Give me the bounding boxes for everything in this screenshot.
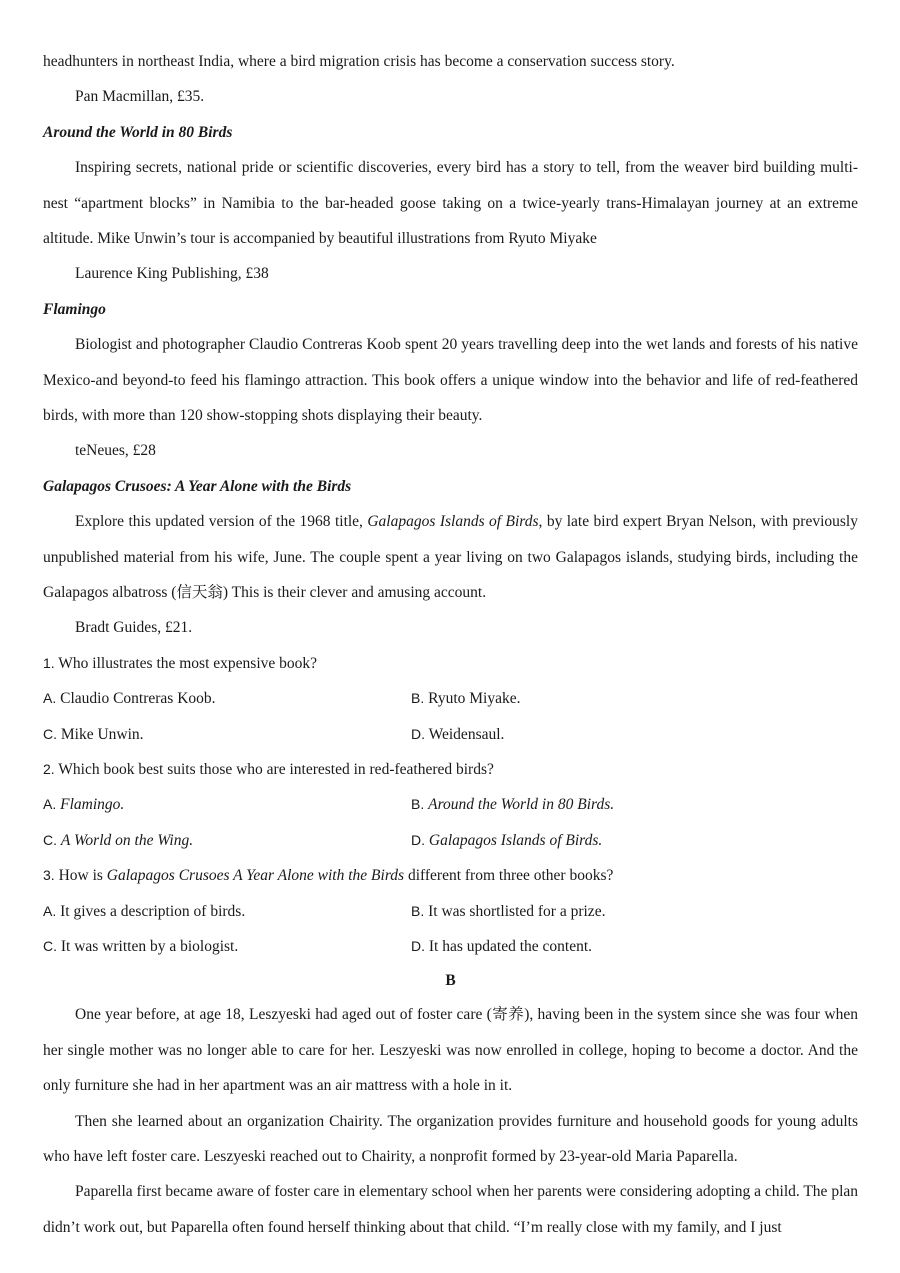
- section-heading: B: [445, 972, 456, 990]
- option-letter: D.: [411, 725, 425, 742]
- option-letter: C.: [43, 831, 57, 848]
- description-text: Explore this updated version of the 1968 title,: [75, 513, 368, 531]
- option-text: Galapagos Islands of Birds.: [428, 831, 603, 849]
- option-b[interactable]: [411, 787, 779, 822]
- option-row: [43, 929, 858, 964]
- option-text: A World on the Wing.: [60, 831, 194, 849]
- option-text: Ryuto Miyake.: [428, 690, 521, 708]
- option-letter: D.: [411, 937, 425, 954]
- question-number: 2.: [43, 760, 55, 777]
- option-a[interactable]: [43, 787, 411, 822]
- option-text: Claudio Contreras Koob.: [60, 690, 216, 708]
- question-text: Which book best suits those who are interested in red-feathered birds?: [58, 760, 494, 778]
- book-description: [43, 504, 858, 610]
- book-price: teNeues, £28: [75, 442, 156, 460]
- option-c[interactable]: [43, 717, 411, 752]
- option-row: [43, 717, 858, 752]
- option-text: It was shortlisted for a prize.: [428, 902, 606, 920]
- option-a[interactable]: [43, 681, 411, 716]
- option-letter: D.: [411, 831, 425, 848]
- option-text: Mike Unwin.: [60, 725, 144, 743]
- option-letter: B.: [411, 796, 425, 813]
- passage-paragraph: Then she learned about an organization Chairity. The organization provides furniture and household goods for young adults who have left foster care. Leszyeski reached out to Chairity, a nonprofit formed by 23-year-old Maria Paparella.: [43, 1112, 858, 1165]
- option-letter: B.: [411, 690, 425, 707]
- book-description: Biologist and photographer Claudio Contreras Koob spent 20 years travelling deep into the wet lands and forests of his native Mexico-and beyond-to feed his flamingo attraction. This book offers a unique window into the behavior and life of red-feathered birds, with more than 120 show-stopping shots displaying their beauty.: [43, 336, 858, 424]
- passage-paragraph: Paparella first became aware of foster care in elementary school when her parents were considering adopting a child. The plan didn’t work out, but Paparella often found herself thinking about that child. “I’m really close with my family, and I just: [43, 1183, 858, 1236]
- description-text: , by late bird expert Bryan Nelson, with previously unpublished material from his wife, June. The couple spent a year living on two Galapagos islands, studying birds, including the Galapagos albatross (信天翁) This is their clever and amusing account.: [43, 513, 858, 601]
- option-letter: A.: [43, 690, 57, 707]
- book-price: Bradt Guides, £21.: [75, 619, 193, 637]
- question: [43, 646, 858, 681]
- option-text: Around the World in 80 Birds.: [428, 796, 615, 814]
- intro-tail-text: headhunters in northeast India, where a bird migration crisis has become a conservation success story.: [43, 53, 675, 70]
- option-d[interactable]: [411, 717, 779, 752]
- option-a[interactable]: [43, 894, 411, 929]
- option-letter: B.: [411, 902, 425, 919]
- option-b[interactable]: [411, 681, 779, 716]
- option-text: It has updated the content.: [428, 937, 593, 955]
- option-text: Flamingo.: [60, 796, 125, 814]
- description-italic-title: Galapagos Islands of Birds: [367, 513, 539, 531]
- option-letter: A.: [43, 902, 57, 919]
- intro-price: Pan Macmillan, £35.: [75, 88, 205, 106]
- option-letter: C.: [43, 725, 57, 742]
- option-letter: A.: [43, 796, 57, 813]
- question-number: 1.: [43, 654, 55, 671]
- document-page: [43, 44, 858, 1245]
- option-d[interactable]: [411, 929, 779, 964]
- option-row: [43, 681, 858, 716]
- book-price: Laurence King Publishing, £38: [75, 265, 269, 283]
- question-text: How is: [58, 867, 107, 885]
- option-b[interactable]: [411, 894, 779, 929]
- book-description: Inspiring secrets, national pride or scientific discoveries, every bird has a story to tell, from the weaver bird building multi-nest “apartment blocks” in Namibia to the bar-headed goose taking on a twice-yearly trans-Himalayan journey at an extreme altitude. Mike Unwin’s tour is accompanied by beautiful illustrations from Ryuto Miyake: [43, 159, 858, 247]
- question: [43, 752, 858, 787]
- book-title: Galapagos Crusoes: A Year Alone with the Birds: [43, 477, 352, 495]
- book-title: Flamingo: [43, 300, 106, 318]
- question-italic-title: Galapagos Crusoes A Year Alone with the Birds: [106, 867, 405, 885]
- question-text: Who illustrates the most expensive book?: [58, 654, 318, 672]
- option-row: [43, 787, 858, 822]
- option-text: Weidensaul.: [428, 725, 505, 743]
- passage-paragraph: One year before, at age 18, Leszyeski had aged out of foster care (寄养), having been in the system since she was four when her single mother was no longer able to care for her. Leszyeski was now enrolled in college, hoping to become a doctor. And the only furniture she had in her apartment was an air mattress with a hole in it.: [43, 1006, 858, 1095]
- option-text: It was written by a biologist.: [60, 937, 239, 955]
- option-c[interactable]: [43, 823, 411, 858]
- question: [43, 858, 858, 893]
- book-title: Around the World in 80 Birds: [43, 123, 233, 141]
- option-text: It gives a description of birds.: [60, 902, 246, 920]
- option-letter: C.: [43, 937, 57, 954]
- question-number: 3.: [43, 867, 55, 884]
- option-row: [43, 894, 858, 929]
- option-row: [43, 823, 858, 858]
- option-d[interactable]: [411, 823, 779, 858]
- option-c[interactable]: [43, 929, 411, 964]
- question-text: different from three other books?: [404, 867, 614, 885]
